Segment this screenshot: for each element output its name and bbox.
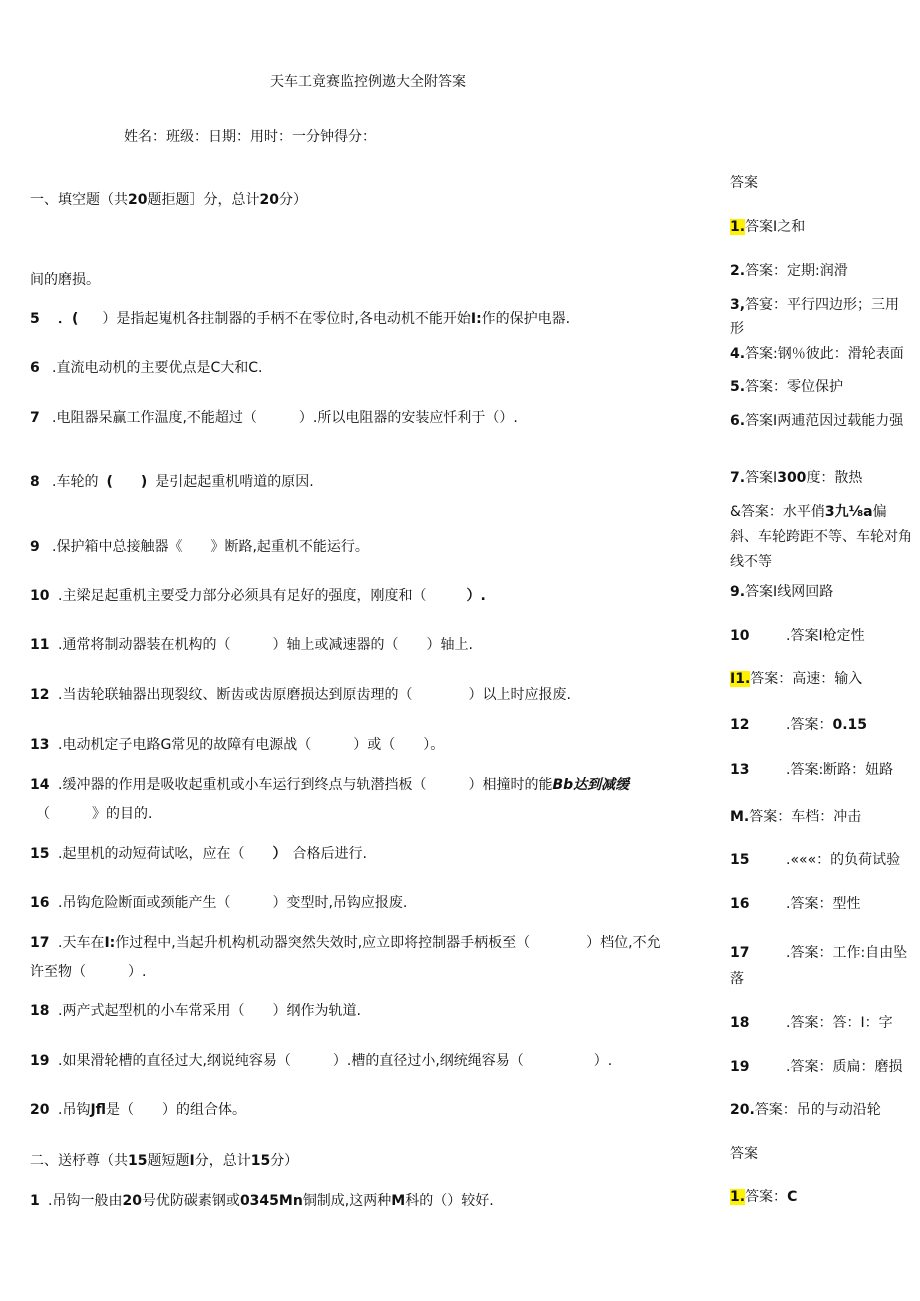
answer-12: 12 .答案：0.15: [730, 717, 867, 733]
question-13: 13 .电动机定子电路G常见的故障有电源战（ ）或（ ）。: [30, 737, 445, 753]
answer-15: 15 .«««：的负荷试验: [730, 852, 901, 868]
answer-10: 10 .答案I枪定性: [730, 628, 865, 644]
answer-16: 16 .答案：型性: [730, 896, 861, 912]
answer-17: 17 .答案：工作:自由坠落: [730, 945, 908, 987]
question-17: 17 .天车在I:作过程中,当起升机构机动器突然失效时,应立即将控制器手柄板至（ ）档位,不允: [30, 935, 661, 951]
answer-13: 13 .答案:断路：妞路: [730, 762, 894, 778]
answer-19: 19 .答案：质扁：磨损: [730, 1059, 903, 1075]
answer-1: 1.答案I之和: [730, 219, 806, 235]
question-12: 12 .当齿轮联轴器出现裂纹、断齿或齿原磨损达到原齿理的（ ）以上时应报废.: [30, 687, 571, 703]
answer-5: 5.答案：零位保护: [730, 379, 844, 395]
question-20: 20 .吊钩Jfl是（ ）的组合体。: [30, 1102, 247, 1118]
question-14: 14 .缓冲器的作用是吸收起重机或小车运行到终点与轨潜挡板（ ）相撞时的能Bb达到减缓: [30, 777, 630, 793]
question-s2-1: 1 .吊钩一般由20号优防碳素钢或0345Mn铜制成,这两种M科的（）较好.: [30, 1193, 494, 1209]
answers-header-1: 答案: [730, 175, 758, 191]
answer-3: 3,答宴：平行四边形；三用形: [730, 297, 900, 337]
answer-9: 9.答案I线网回路: [730, 584, 834, 600]
section2-heading: 二、送杼尊（共15题短题I分，总计15分）: [30, 1153, 299, 1169]
question-17-line2: 许至物（ ）.: [30, 964, 147, 980]
answer-18: 18 .答案：答：I：字: [730, 1015, 893, 1031]
answer-2: 2.答案：定期:润滑: [730, 263, 848, 279]
section1-heading: 一、填空题（共20题拒题］分，总计20分）: [30, 192, 307, 208]
answer-s2-1: 1.答案：C: [730, 1189, 798, 1205]
question-5: 5 ．( ）是指起嵬机各拄制器的手柄不在零位时,各电动机不能开始I:作的保护电器.: [30, 311, 571, 327]
question-15: 15 .起里机的动短荷试吆，应在（ ） 合格后进行.: [30, 846, 367, 862]
answer-20: 20.答案：吊的与动沿轮: [730, 1102, 881, 1118]
header-info: 姓名：班级：日期：用时：一分钟得分：: [124, 129, 376, 145]
answer-6: 6.答案I两逋范因过载能力强: [730, 413, 904, 429]
question-19: 19 .如果滑轮槽的直径过大,纲说纯容易（ ）.槽的直径过小,纲统绳容易（ ）.: [30, 1053, 613, 1069]
answers-header-2: 答案: [730, 1146, 758, 1162]
answer-14: M.答案：车档：冲击: [730, 809, 862, 825]
question-10: 10 .主梁足起重机主要受力部分必须具有足好的强度，刚度和（ ）.: [30, 588, 486, 604]
question-14-line2: （ 》的目的.: [36, 806, 153, 822]
question-18: 18 .两产式起型机的小车常采用（ ）纲作为轨道.: [30, 1003, 361, 1019]
question-6: 6 .直流电动机的主要优点是C大和C.: [30, 360, 263, 376]
question-11: 11 .通常将制动器装在机构的（ ）轴上或减速器的（ ）轴上.: [30, 637, 473, 653]
answer-11: I1.答案：高速：输入: [730, 671, 863, 687]
question-8: 8 .车轮的 ( ) 是引起起重机啃道的原因.: [30, 474, 314, 490]
answer-4: 4.答案:钢％彼此：滑轮表面: [730, 346, 904, 362]
text-fragment: 间的磨损。: [30, 272, 100, 288]
answer-8: &答案：水平俏3九⅛a偏斜、车轮跨距不等、车轮对角线不等: [730, 504, 912, 570]
answer-7: 7.答案I300度：散热: [730, 470, 863, 486]
question-7: 7 .电阻器呆赢工作温度,不能超过（ ）.所以电阻器的安装应忏利于（）.: [30, 410, 518, 426]
page-title: 天车工竟赛监控例遨大全附答案: [270, 74, 466, 90]
question-9: 9 .保护箱中总接触器《 》断路,起重机不能运行。: [30, 539, 369, 555]
question-16: 16 .吊钩危险断面或颈能产生（ ）变型时,吊钩应报废.: [30, 895, 408, 911]
